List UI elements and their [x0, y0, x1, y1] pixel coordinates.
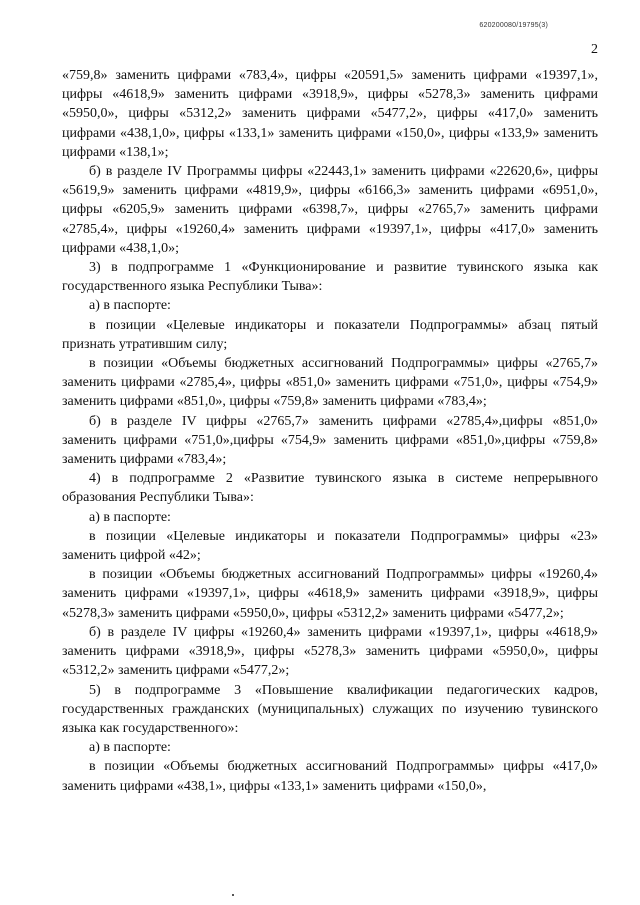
paragraph: а) в паспорте:: [89, 740, 171, 756]
paragraph: в позиции «Объемы бюджетных ассигнований Подпрограммы» цифры «19260,4» заменить цифрами «19397,1», цифры «4618,9» заменить цифрами «3918,9», цифры «5278,3» заменить цифрами «5950,0», цифры «5312,2» заменить цифрами «5477,2»;: [62, 567, 598, 621]
paragraph: б) в разделе IV цифры «2765,7» заменить цифрами «2785,4»,цифры «851,0» заменить цифрами «751,0»,цифры «754,9» заменить цифрами «851,0»,цифры «759,8» заменить цифрами «783,4»;: [62, 413, 598, 468]
paragraph: б) в разделе IV Программы цифры «22443,1» заменить цифрами «22620,6», цифры «5619,9» заменить цифрами «4819,9», цифры «6166,3» заменить цифрами «6951,0», цифры «6205,9» заменить цифрами «6398,7», цифры «2765,7» заменить цифрами «2785,4», цифры «19260,4» заменить цифрами «19397,1», цифры «417,0» заменить цифрами «438,1,0»;: [62, 164, 598, 256]
page-number: 2: [591, 42, 598, 57]
document-body: [62, 66, 598, 796]
paragraph: 4) в подпрограмме 2 «Развитие тувинского языка в системе непрерывного образования Республики Тыва»:: [62, 471, 598, 506]
paragraph: а) в паспорте:: [89, 298, 171, 314]
document-id: 620200080/19795(3): [479, 22, 548, 29]
scan-speck: [232, 894, 234, 896]
paragraph: а) в паспорте:: [89, 509, 171, 525]
paragraph: в позиции «Объемы бюджетных ассигнований Подпрограммы» цифры «2765,7» заменить цифрами «2785,4», цифры «851,0» заменить цифрами «751,0», цифры «754,9» заменить цифрами «851,0», цифры «759,8» заменить цифрами «783,4»;: [62, 356, 598, 410]
paragraph: 3) в подпрограмме 1 «Функционирование и развитие тувинского языка как государственного языка Республики Тыва»:: [62, 260, 598, 295]
paragraph: в позиции «Объемы бюджетных ассигнований Подпрограммы» цифры «417,0» заменить цифрами «438,1», цифры «133,1» заменить цифрами «150,0»,: [62, 759, 598, 794]
paragraph: б) в разделе IV цифры «19260,4» заменить цифрами «19397,1», цифры «4618,9» заменить цифрами «3918,9», цифры «5278,3» заменить цифрами «5950,0», цифры «5312,2» заменить цифрами «5477,2»;: [62, 624, 598, 679]
paragraph: в позиции «Целевые индикаторы и показатели Подпрограммы» абзац пятый признать утратившим силу;: [62, 317, 598, 352]
paragraph: в позиции «Целевые индикаторы и показатели Подпрограммы» цифры «23» заменить цифрой «42»;: [62, 528, 598, 564]
paragraph: «759,8» заменить цифрами «783,4», цифры «20591,5» заменить цифрами «19397,1», цифры «4618,9» заменить цифрами «3918,9», цифры «5278,3» заменить цифрами «5950,0», цифры «5312,2» заменить цифрами «5477,2», цифры «417,0» заменить цифрами «438,1,0», цифры «133,1» заменить цифрами «150,0», цифры «133,9» заменить цифрами «138,1»;: [62, 68, 598, 160]
paragraph: 5) в подпрограмме 3 «Повышение квалификации педагогических кадров, государственных гражданских (муниципальных) служащих по изучению тувинского языка как государственного»:: [62, 682, 598, 736]
